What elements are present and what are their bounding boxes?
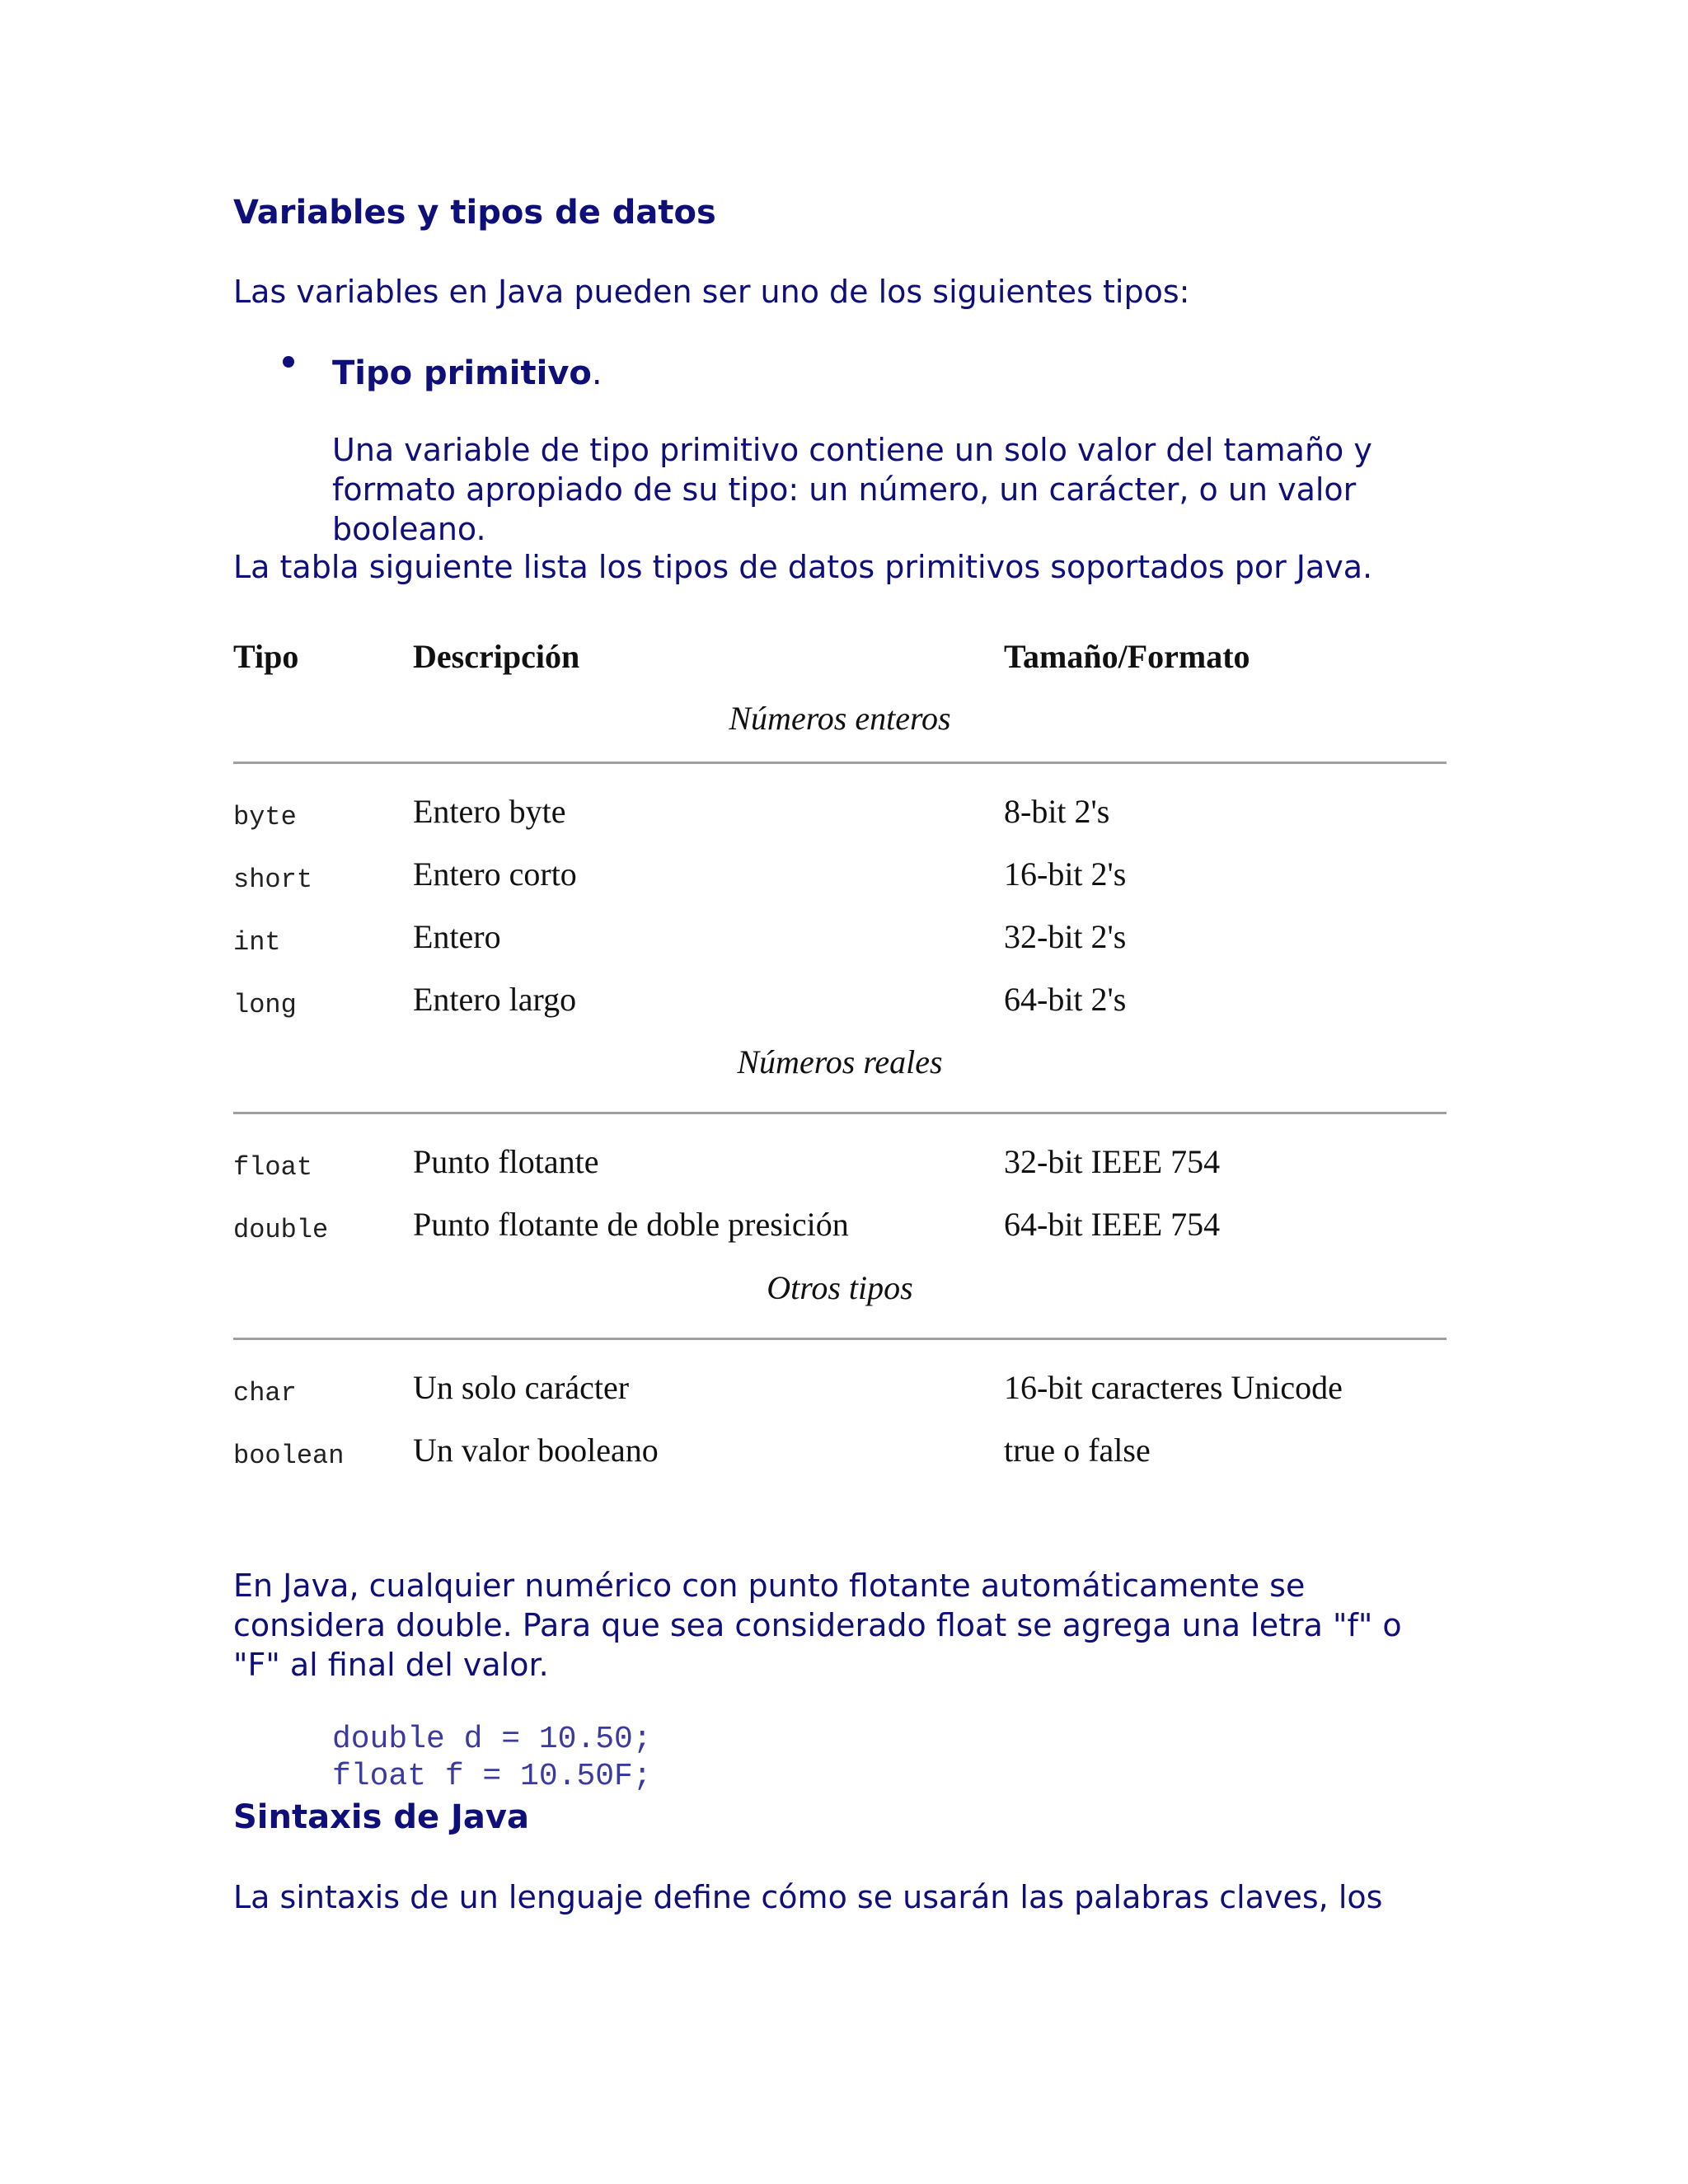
section-divider bbox=[233, 762, 1447, 764]
description-cell: Entero byte bbox=[413, 793, 566, 830]
description-cell: Un solo carácter bbox=[413, 1369, 630, 1406]
type-cell: short bbox=[233, 865, 313, 895]
intro-paragraph: Las variables en Java pueden ser uno de los siguientes tipos: bbox=[233, 274, 1190, 310]
bullet-icon bbox=[283, 356, 294, 368]
section-divider bbox=[233, 1338, 1447, 1340]
type-cell: byte bbox=[233, 802, 297, 832]
primitive-types-table bbox=[233, 626, 1447, 1500]
section-title: Números enteros bbox=[729, 700, 951, 737]
header-descripcion: Descripción bbox=[413, 638, 580, 675]
header-tipo: Tipo bbox=[233, 638, 299, 675]
section-title: Otros tipos bbox=[767, 1269, 913, 1306]
description-cell: Un valor booleano bbox=[413, 1432, 659, 1469]
description-cell: Entero bbox=[413, 918, 501, 955]
bullet-title-bold: Tipo primitivo bbox=[332, 354, 592, 392]
size-cell: 32-bit 2's bbox=[1004, 918, 1127, 955]
type-cell: int bbox=[233, 927, 281, 958]
description-cell: Punto flotante de doble presición bbox=[413, 1206, 849, 1243]
type-cell: char bbox=[233, 1378, 297, 1408]
type-cell: long bbox=[233, 990, 297, 1020]
table-row bbox=[233, 916, 1447, 966]
table-row bbox=[233, 854, 1447, 903]
bullet-description: Una variable de tipo primitivo contiene un solo valor del tamaño y formato apropiado de su tipo: un número, un carácter, o un valor booleano. bbox=[332, 432, 1372, 547]
syntax-paragraph: La sintaxis de un lenguaje define cómo se usarán las palabras claves, los bbox=[233, 1879, 1383, 1915]
table-intro: La tabla siguiente lista los tipos de datos primitivos soportados por Java. bbox=[233, 549, 1373, 585]
size-cell: 64-bit IEEE 754 bbox=[1004, 1206, 1221, 1243]
section-divider bbox=[233, 1112, 1447, 1114]
size-cell: 16-bit caracteres Unicode bbox=[1004, 1369, 1343, 1406]
section-title: Números reales bbox=[737, 1043, 943, 1080]
type-cell: float bbox=[233, 1152, 313, 1183]
description-cell: Entero corto bbox=[413, 855, 577, 893]
size-cell: 32-bit IEEE 754 bbox=[1004, 1143, 1221, 1180]
table-row bbox=[233, 979, 1447, 1029]
type-cell: boolean bbox=[233, 1441, 345, 1471]
bullet-title bbox=[332, 353, 603, 394]
bullet-title-suffix: . bbox=[591, 354, 603, 392]
table-row bbox=[233, 1430, 1447, 1479]
description-cell: Entero largo bbox=[413, 981, 577, 1018]
size-cell: true o false bbox=[1004, 1432, 1151, 1469]
size-cell: 64-bit 2's bbox=[1004, 981, 1127, 1018]
float-note-paragraph: En Java, cualquier numérico con punto flotante automáticamente se considera double. Para que sea considerado float se agrega una letra "f" o "F" al final del valor. bbox=[233, 1568, 1402, 1683]
size-cell: 8-bit 2's bbox=[1004, 793, 1110, 830]
table-row bbox=[233, 1141, 1447, 1191]
heading-variables: Variables y tipos de datos bbox=[233, 194, 716, 232]
header-tamano: Tamaño/Formato bbox=[1004, 638, 1250, 675]
description-cell: Punto flotante bbox=[413, 1143, 599, 1180]
size-cell: 16-bit 2's bbox=[1004, 855, 1127, 893]
table-row bbox=[233, 1367, 1447, 1417]
table-row bbox=[233, 791, 1447, 841]
code-line: double d = 10.50; bbox=[332, 1722, 652, 1757]
type-cell: double bbox=[233, 1215, 329, 1245]
heading-sintaxis: Sintaxis de Java bbox=[233, 1798, 529, 1836]
table-row bbox=[233, 1204, 1447, 1254]
code-line: float f = 10.50F; bbox=[332, 1759, 652, 1794]
